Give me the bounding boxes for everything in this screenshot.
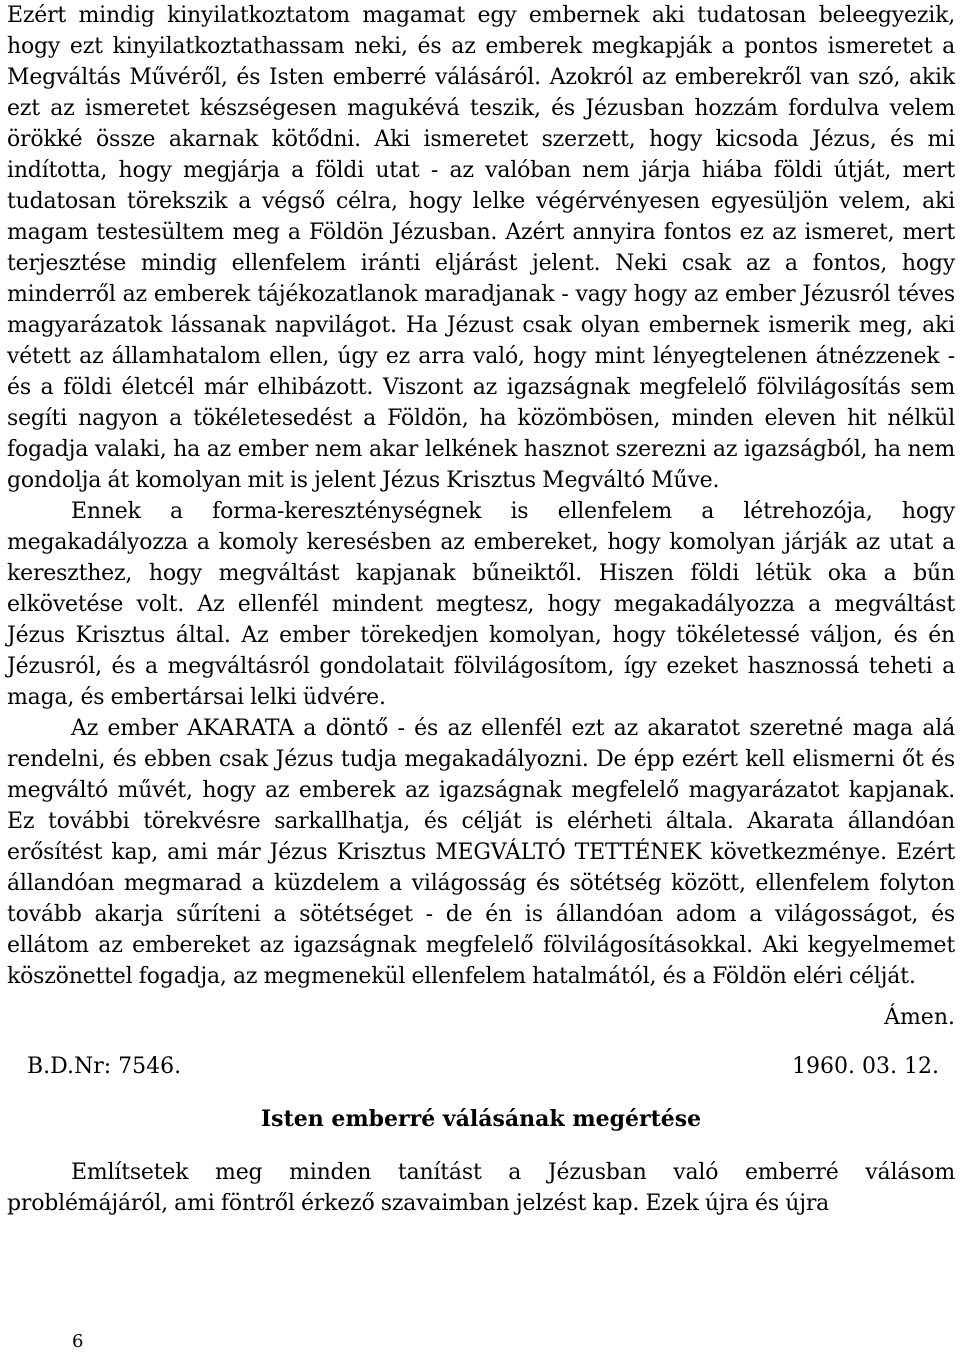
message-number: B.D.Nr: 7546. <box>27 1054 182 1079</box>
message-date: 1960. 03. 12. <box>792 1054 939 1079</box>
next-message-paragraph: Említsetek meg minden tanítást a Jézusban való emberré válásom problémájáról, ami föntről érkező szavaimban jelzést kap. Ezek újra és újra <box>7 1160 955 1216</box>
body-paragraph-3: Az ember AKARATA a döntő - és az ellenfél ezt az akaratot szeretné maga alá rendelni, és ebben csak Jézus tudja megakadályozni. De épp ezért kell elismerni őt és megváltó művét, hogy az emberek az igazságnak megfelelő magyarázatot kapjanak. Ez további törekvésre sarkallhatja, és célját is elérheti általa. Akarata állandóan erősítést kap, ami már Jézus Krisztus MEGVÁLTÓ TETTÉNEK következménye. Ezért állandóan megmarad a küzdelem a világosság és sötétség között, ellenfelem folyton tovább akarja sűríteni a sötétséget - de én is állandóan adom a világosságot, és ellátom az embereket az igazságnak megfelelő fölvilágosításokkal. Aki kegyelmemet köszönettel fogadja, az megmenekül ellenfelem hatalmától, és a Földön eléri célját. <box>7 716 955 989</box>
document-page <box>7 0 955 1219</box>
closing-amen: Ámen. <box>884 1005 955 1030</box>
body-paragraph-1: Ezért mindig kinyilatkoztatom magamat egy embernek aki tudatosan beleegyezik, hogy ezt kinyilatkoztathassam neki, és az emberek megkapják a pontos ismeretet a Megváltás Művéről, és Isten emberré válásáról. Azokról az emberekről van szó, akik ezt az ismeretet készségesen magukévá teszik, és Jézusban hozzám fordulva velem örökké össze akarnak kötődni. Aki ismeretet szerzett, hogy kicsoda Jézus, és mi indította, hogy megjárja a földi utat - az valóban nem járja hiába földi útját, mert tudatosan törekszik a végső célra, hogy lelke végérvényesen egyesüljön velem, aki magam testesültem meg a Földön Jézusban. Azért annyira fontos ez az ismeret, mert terjesztése mindig ellenfelem iránti eljárást jelent. Neki csak az a fontos, hogy minderről az emberek tájékozatlanok maradjanak - vagy hogy az ember Jézusról téves magyarázatok lássanak napvilágot. Ha Jézust csak olyan embernek ismerik meg, aki vétett az államhatalom ellen, úgy ez arra való, hogy mint lényegtelenen átnézzenek - és a földi életcél már elhibázott. Viszont az igazságnak megfelelő fölvilágosítás sem segíti nagyon a tökéletesedést a Földön, ha közömbösen, minden eleven hit nélkül fogadja valaki, ha az ember nem akar lelkének hasznot szerezni az igazságból, ha nem gondolja át komolyan mit is jelent Jézus Krisztus Megváltó Műve. <box>7 3 955 493</box>
page-number: 6 <box>72 1331 84 1352</box>
body-paragraph-2: Ennek a forma-kereszténységnek is ellenfelem a létrehozója, hogy megakadályozza a komoly keresésben az embereket, hogy komolyan járják az utat a kereszthez, hogy megváltást kapjanak bűneiktől. Hiszen földi létük oka a bűn elkövetése volt. Az ellenfél mindent megtesz, hogy megakadályozza a megváltást Jézus Krisztus által. Az ember törekedjen komolyan, hogy tökéletessé váljon, és én Jézusról, és a megváltásról gondolatait fölvilágosítom, így ezeket hasznossá teheti a maga, és embertársai lelki üdvére. <box>7 499 955 710</box>
reference-line <box>27 1051 939 1082</box>
next-message-title: Isten emberré válásának megértése <box>260 1106 702 1132</box>
